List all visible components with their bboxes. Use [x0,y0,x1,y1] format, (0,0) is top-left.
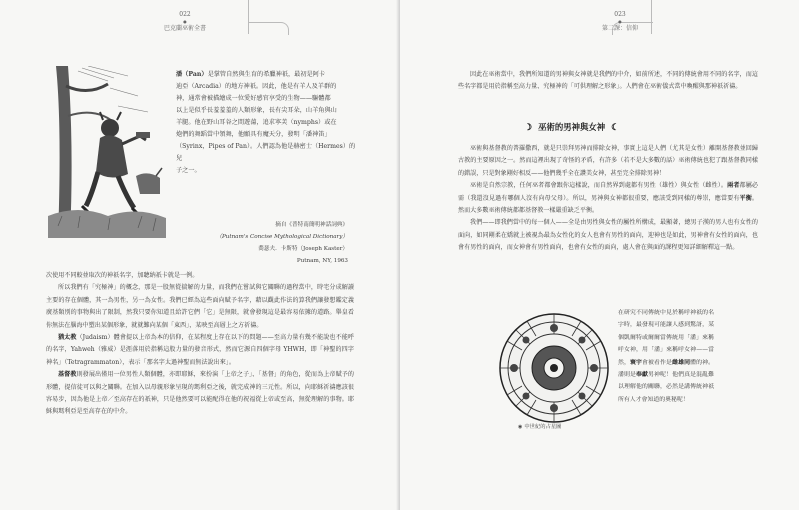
section-heading [518,121,625,133]
caption-bullet-icon: ◉ [518,424,523,430]
illustration-caption [518,422,561,430]
paragraph: 因此在巫術當中，我們所知道的男神與女神就是我們的中介，如前所述，不同的傳統會用不同的名字，而這些名字都是用於指稱至高力量、究極神的「可供理解之形象」。人們會在巫術儀式當中喚醒與那神祇祈禱。 [458,71,758,91]
pan-engraving-illustration [48,66,166,238]
paragraph-judaism: 猶太教（Judaism）體會提以上帝為本的信仰，在某程度上存在以下的問題——至高力量有幾不能說也不能呼的名字，Yahweh（雅威）是涯落用於指稱這股力量的發音形式，然而它源自四個字母 YHWH，即「神聖的四字神名」（Tetragrammaton），表示「那名字太過神聖而無法說出來」。 [46,334,354,366]
waning-moon-icon: ☾ [611,123,620,133]
christianity-term: 基督教 [58,371,77,379]
waxing-moon-icon: ☽ [524,123,533,133]
divider-dot: ● [618,19,622,24]
judaism-term: 猶太教 [58,334,77,342]
paragraph: 我們——即我們當中的每一個人——全是由男性與女性的屬性所構成，最顯著，總男子漢的男人也有女性的面向，如同剛柔在嬌就上被視為最為女性化的女人也會有男性的面向，迎神也是如此，男神會有女性的面向，也會有男性的面向，而女神會有男性面向，也會有女性的面向，處人會在與面的課程更知詳細解釋這一點。 [458,219,758,252]
definition-line: 以上是似乎長羞羞羞的人類形象，長有尖耳朵，山羊角與山 [176,107,337,114]
book-title: 巴克蘭巫術全書 [163,25,206,32]
astrological-chart-illustration [498,312,610,424]
paragraph-christianity: 基督教則發展出僅用一位男性人類個體，亦即耶穌，來扮演「上帝之子」、「基督」的角色，從而為上帝賦予的形體，提信徒可以與之關聯。在加入以母親形象呈現的瑪利亞之後，就完成神的三元性。所以，向耶穌祈禱應該很容易步，因為他是上帝／至高存在的祇神，只是他然要可以能配得在他的祝福從上帝或至高，無從理解的事物。耶穌與瑪利亞是至高存在的中介。 [46,371,354,416]
running-head-right [585,10,655,33]
lead-line: 次使用不同較並取次的神祇名字，加聽納祇卡就是一例。 [46,272,199,279]
citation-title: 摘自《普特南簡明神話詞典》 [275,222,348,228]
page-number: 023 [614,11,626,18]
paragraph: 巫術與基督教的普羅撒西，就是只崇拜男神而排除女神，事實上這是人們（尤其是女性）離開基督教並回歸古教的主要原因之一。然而這裡出現了奇怪的矛盾，有許多（若不是大多數的話）巫術傳統也犯了跟基督教同樣的錯誤，只是對象剛好相反——他們幾乎全在讚美女神，甚至完全排除男神！ [458,145,758,177]
definition-line: 子之一。 [176,167,201,174]
page-number: 022 [179,11,191,18]
left-page [0,0,399,510]
caption-text: 中世紀的占星圖 [524,424,562,430]
right-body-text [458,143,758,255]
definition-line: 迪亞（Arcadia）的地方神祇。因此，他是有羊人及羊群的 [176,83,337,90]
left-body-text [46,270,354,419]
running-head-left [150,10,220,33]
citation-publisher: Putnam, NY, 1963 [296,258,348,264]
definition-line: 神，通常會被描繪成一位愛好感官享受的生物——驅體都 [176,95,331,102]
right-page [400,0,799,510]
header-rule-cap [248,22,289,35]
pan-definition [176,69,356,177]
definition-line: （Syrinx，Pipes of Pan）。人們認為他是赫密士（Hermes）的兒 [176,143,356,162]
section-heading-text: 巫術的男神與女神 [538,122,606,132]
divider-dot: ● [183,19,187,24]
citation-author: 喬瑟夫．卡斯特（Joseph Kaster） [258,246,348,252]
pan-term: 潘（Pan） [176,71,208,78]
citation-english-title: （Putnam's Concise Mythological Dictionary） [216,234,348,240]
paragraph: 所以我們有「究極神」的概念，那是一股無從揣解的力量，而我們在嘗試與它關聯的過程當中，時宅分成解讀主要的存在個體，其一為男性，另一為女性。我們已經為這些面向賦予名字，藉以觀此作法的算我們讓發想鑑定義廣基類別的事物與出了限制，然我只要你知道且給許它們「它」是無限，就會發現這是最容易依據的道路。舉皇看你無法在腦海中塑出某個形象，就就難向某個「東西」，某映至高層上之方祈禱。 [46,284,354,329]
definition-line: 羊腿。他在野山耳谷之間遊蕩，追求寧芙（nymphs）或在 [176,119,337,126]
opening-paragraph [458,69,758,94]
side-note: 在研究不同傳統中見於稱呼神祇的名字時，最發現可能讓人感到驚訝，某個凱爾特或爾爾當傳統用「潘」來稱呼女神，用「潘」來稱呼女神——當然，寰宇會被看作是雌雄同體的神。潘則是奉獻男神呢！他們真是混亂難以理解他的關聯，必然是講傳統神祇所有人才會知道的奧秘呢！ [618,310,715,403]
paragraph: 巫術是自然宗教，任何巫者都會跟你這樣說，而自然界到處都有男性（雄性）與女性（雌性）。兩者都屬必需（我還沒見過有哪個人沒有向母父母）。所以，男神與女神都很重要，應該受到同樣的尊崇，應當要有平衡。然而大多數巫術傳統都都基督教一樣嚴重缺乏平衡。 [458,182,758,215]
chapter-title: 第二課：信仰 [601,25,638,32]
citation [210,219,348,267]
definition-line: 炮們的舞蹈當中領舞，他願具有魔天分，發明「潘神笛」 [176,131,331,138]
definition-line: 是掌管自然與生育的希臘神祇，最初是阿卡 [207,71,326,78]
